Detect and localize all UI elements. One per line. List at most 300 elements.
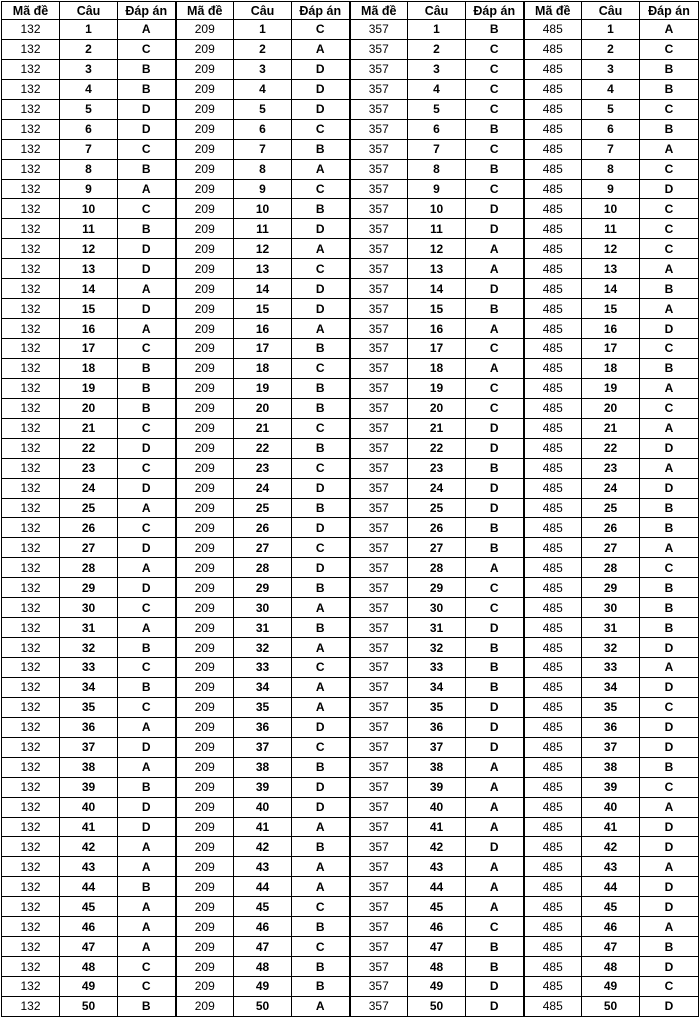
question-number-cell: 34 bbox=[60, 677, 118, 697]
exam-code-cell: 485 bbox=[524, 757, 582, 777]
answer-cell: B bbox=[118, 777, 176, 797]
answer-cell: D bbox=[292, 99, 350, 119]
answer-cell: B bbox=[466, 299, 524, 319]
exam-code-cell: 132 bbox=[2, 239, 60, 259]
question-number-cell: 16 bbox=[582, 319, 640, 339]
question-number-cell: 7 bbox=[408, 139, 466, 159]
question-number-cell: 10 bbox=[60, 199, 118, 219]
exam-code-cell: 209 bbox=[176, 558, 234, 578]
answer-cell: D bbox=[640, 179, 699, 199]
answer-cell: B bbox=[118, 378, 176, 398]
exam-code-cell: 485 bbox=[524, 797, 582, 817]
answer-cell: C bbox=[466, 139, 524, 159]
question-number-cell: 10 bbox=[408, 199, 466, 219]
question-number-cell: 25 bbox=[582, 498, 640, 518]
answer-cell: B bbox=[118, 159, 176, 179]
exam-code-cell: 357 bbox=[350, 857, 408, 877]
answer-cell: B bbox=[640, 518, 699, 538]
exam-code-cell: 209 bbox=[176, 837, 234, 857]
answer-cell: A bbox=[118, 498, 176, 518]
exam-code-cell: 209 bbox=[176, 677, 234, 697]
question-number-cell: 11 bbox=[60, 219, 118, 239]
question-number-cell: 8 bbox=[408, 159, 466, 179]
header-answer: Đáp án bbox=[118, 2, 176, 20]
question-number-cell: 38 bbox=[408, 757, 466, 777]
exam-code-cell: 132 bbox=[2, 219, 60, 239]
exam-code-cell: 132 bbox=[2, 179, 60, 199]
exam-code-cell: 209 bbox=[176, 239, 234, 259]
answer-cell: D bbox=[466, 438, 524, 458]
exam-code-cell: 209 bbox=[176, 99, 234, 119]
exam-code-cell: 485 bbox=[524, 139, 582, 159]
table-row bbox=[2, 757, 699, 777]
exam-code-cell: 357 bbox=[350, 598, 408, 618]
table-row bbox=[2, 79, 699, 99]
exam-code-cell: 357 bbox=[350, 259, 408, 279]
question-number-cell: 43 bbox=[582, 857, 640, 877]
question-number-cell: 48 bbox=[60, 957, 118, 977]
answer-cell: D bbox=[118, 478, 176, 498]
exam-code-cell: 357 bbox=[350, 618, 408, 638]
answer-cell: A bbox=[640, 418, 699, 438]
answer-cell: D bbox=[466, 717, 524, 737]
question-number-cell: 32 bbox=[234, 638, 292, 658]
question-number-cell: 11 bbox=[234, 219, 292, 239]
question-number-cell: 10 bbox=[234, 199, 292, 219]
exam-code-cell: 132 bbox=[2, 917, 60, 937]
header-row bbox=[2, 2, 699, 20]
answer-cell: A bbox=[118, 857, 176, 877]
exam-code-cell: 132 bbox=[2, 358, 60, 378]
question-number-cell: 31 bbox=[60, 618, 118, 638]
answer-cell: B bbox=[292, 837, 350, 857]
table-row bbox=[2, 39, 699, 59]
question-number-cell: 37 bbox=[60, 737, 118, 757]
answer-cell: A bbox=[118, 279, 176, 299]
answer-cell: A bbox=[466, 777, 524, 797]
question-number-cell: 2 bbox=[60, 39, 118, 59]
table-row bbox=[2, 358, 699, 378]
exam-code-cell: 132 bbox=[2, 398, 60, 418]
exam-code-cell: 357 bbox=[350, 219, 408, 239]
answer-cell: D bbox=[118, 578, 176, 598]
answer-cell: C bbox=[640, 977, 699, 997]
exam-code-cell: 132 bbox=[2, 797, 60, 817]
question-number-cell: 37 bbox=[582, 737, 640, 757]
question-number-cell: 13 bbox=[60, 259, 118, 279]
exam-code-cell: 485 bbox=[524, 817, 582, 837]
answer-cell: D bbox=[292, 558, 350, 578]
answer-cell: D bbox=[466, 618, 524, 638]
question-number-cell: 28 bbox=[60, 558, 118, 578]
answer-cell: D bbox=[118, 299, 176, 319]
answer-cell: C bbox=[466, 598, 524, 618]
answer-cell: A bbox=[466, 558, 524, 578]
question-number-cell: 18 bbox=[408, 358, 466, 378]
answer-cell: D bbox=[292, 79, 350, 99]
exam-code-cell: 485 bbox=[524, 20, 582, 40]
exam-code-cell: 357 bbox=[350, 578, 408, 598]
table-row bbox=[2, 378, 699, 398]
answer-cell: B bbox=[466, 20, 524, 40]
exam-code-cell: 485 bbox=[524, 717, 582, 737]
question-number-cell: 8 bbox=[582, 159, 640, 179]
exam-code-cell: 132 bbox=[2, 717, 60, 737]
answer-cell: D bbox=[292, 797, 350, 817]
question-number-cell: 23 bbox=[582, 458, 640, 478]
question-number-cell: 36 bbox=[582, 717, 640, 737]
question-number-cell: 40 bbox=[582, 797, 640, 817]
answer-cell: C bbox=[640, 398, 699, 418]
exam-code-cell: 485 bbox=[524, 378, 582, 398]
question-number-cell: 1 bbox=[582, 20, 640, 40]
exam-code-cell: 485 bbox=[524, 279, 582, 299]
answer-cell: D bbox=[640, 996, 699, 1016]
answer-cell: A bbox=[640, 658, 699, 678]
exam-code-cell: 132 bbox=[2, 937, 60, 957]
header-question: Câu bbox=[60, 2, 118, 20]
exam-code-cell: 209 bbox=[176, 638, 234, 658]
exam-code-cell: 357 bbox=[350, 957, 408, 977]
answer-cell: C bbox=[466, 378, 524, 398]
question-number-cell: 5 bbox=[234, 99, 292, 119]
answer-cell: C bbox=[292, 179, 350, 199]
question-number-cell: 6 bbox=[582, 119, 640, 139]
question-number-cell: 25 bbox=[60, 498, 118, 518]
question-number-cell: 15 bbox=[408, 299, 466, 319]
answer-cell: C bbox=[292, 458, 350, 478]
table-row bbox=[2, 598, 699, 618]
exam-code-cell: 209 bbox=[176, 817, 234, 837]
question-number-cell: 17 bbox=[60, 339, 118, 359]
exam-code-cell: 485 bbox=[524, 518, 582, 538]
question-number-cell: 33 bbox=[60, 658, 118, 678]
answer-cell: A bbox=[292, 877, 350, 897]
question-number-cell: 36 bbox=[408, 717, 466, 737]
answer-cell: B bbox=[466, 658, 524, 678]
question-number-cell: 32 bbox=[408, 638, 466, 658]
exam-code-cell: 209 bbox=[176, 299, 234, 319]
question-number-cell: 44 bbox=[234, 877, 292, 897]
answer-cell: B bbox=[466, 638, 524, 658]
exam-code-cell: 209 bbox=[176, 598, 234, 618]
answer-cell: C bbox=[466, 59, 524, 79]
question-number-cell: 41 bbox=[408, 817, 466, 837]
answer-cell: D bbox=[640, 897, 699, 917]
exam-code-cell: 209 bbox=[176, 737, 234, 757]
answer-cell: B bbox=[640, 498, 699, 518]
question-number-cell: 18 bbox=[234, 358, 292, 378]
exam-code-cell: 132 bbox=[2, 578, 60, 598]
exam-code-cell: 209 bbox=[176, 957, 234, 977]
question-number-cell: 45 bbox=[234, 897, 292, 917]
exam-code-cell: 132 bbox=[2, 518, 60, 538]
question-number-cell: 35 bbox=[60, 697, 118, 717]
answer-cell: B bbox=[118, 638, 176, 658]
question-number-cell: 9 bbox=[582, 179, 640, 199]
question-number-cell: 37 bbox=[234, 737, 292, 757]
exam-code-cell: 132 bbox=[2, 159, 60, 179]
question-number-cell: 30 bbox=[60, 598, 118, 618]
answer-cell: A bbox=[292, 857, 350, 877]
answer-cell: C bbox=[118, 418, 176, 438]
exam-code-cell: 132 bbox=[2, 857, 60, 877]
answer-cell: C bbox=[466, 578, 524, 598]
answer-cell: A bbox=[292, 638, 350, 658]
answer-cell: B bbox=[466, 518, 524, 538]
exam-code-cell: 357 bbox=[350, 339, 408, 359]
exam-code-cell: 357 bbox=[350, 897, 408, 917]
answer-cell: A bbox=[118, 757, 176, 777]
exam-code-cell: 357 bbox=[350, 99, 408, 119]
header-answer: Đáp án bbox=[466, 2, 524, 20]
answer-cell: C bbox=[640, 777, 699, 797]
answer-cell: A bbox=[640, 299, 699, 319]
exam-code-cell: 485 bbox=[524, 697, 582, 717]
exam-code-cell: 357 bbox=[350, 438, 408, 458]
exam-code-cell: 357 bbox=[350, 717, 408, 737]
exam-code-cell: 485 bbox=[524, 658, 582, 678]
exam-code-cell: 485 bbox=[524, 418, 582, 438]
answer-cell: A bbox=[640, 378, 699, 398]
exam-code-cell: 357 bbox=[350, 239, 408, 259]
question-number-cell: 48 bbox=[234, 957, 292, 977]
answer-cell: B bbox=[466, 458, 524, 478]
answer-cell: C bbox=[292, 658, 350, 678]
answer-cell: B bbox=[292, 917, 350, 937]
question-number-cell: 45 bbox=[60, 897, 118, 917]
exam-code-cell: 485 bbox=[524, 179, 582, 199]
question-number-cell: 39 bbox=[582, 777, 640, 797]
exam-code-cell: 132 bbox=[2, 59, 60, 79]
table-header bbox=[2, 2, 699, 20]
question-number-cell: 27 bbox=[234, 538, 292, 558]
answer-cell: A bbox=[292, 159, 350, 179]
answer-cell: D bbox=[118, 817, 176, 837]
question-number-cell: 35 bbox=[234, 697, 292, 717]
answer-cell: D bbox=[292, 518, 350, 538]
answer-cell: A bbox=[118, 319, 176, 339]
table-row bbox=[2, 937, 699, 957]
exam-code-cell: 485 bbox=[524, 358, 582, 378]
answer-cell: A bbox=[118, 20, 176, 40]
answer-cell: A bbox=[466, 797, 524, 817]
exam-code-cell: 485 bbox=[524, 478, 582, 498]
answer-cell: B bbox=[640, 618, 699, 638]
question-number-cell: 15 bbox=[60, 299, 118, 319]
exam-code-cell: 485 bbox=[524, 957, 582, 977]
question-number-cell: 43 bbox=[234, 857, 292, 877]
exam-code-cell: 357 bbox=[350, 917, 408, 937]
exam-code-cell: 209 bbox=[176, 996, 234, 1016]
answer-cell: A bbox=[118, 558, 176, 578]
question-number-cell: 36 bbox=[60, 717, 118, 737]
question-number-cell: 14 bbox=[234, 279, 292, 299]
answer-cell: D bbox=[466, 219, 524, 239]
exam-code-cell: 357 bbox=[350, 658, 408, 678]
exam-code-cell: 209 bbox=[176, 937, 234, 957]
answer-cell: D bbox=[118, 239, 176, 259]
answer-cell: D bbox=[640, 837, 699, 857]
question-number-cell: 30 bbox=[234, 598, 292, 618]
exam-code-cell: 357 bbox=[350, 199, 408, 219]
question-number-cell: 16 bbox=[234, 319, 292, 339]
exam-code-cell: 209 bbox=[176, 20, 234, 40]
question-number-cell: 4 bbox=[60, 79, 118, 99]
answer-cell: B bbox=[466, 119, 524, 139]
question-number-cell: 8 bbox=[60, 159, 118, 179]
answer-cell: D bbox=[466, 977, 524, 997]
question-number-cell: 29 bbox=[408, 578, 466, 598]
exam-code-cell: 209 bbox=[176, 179, 234, 199]
answer-cell: C bbox=[466, 99, 524, 119]
header-answer: Đáp án bbox=[640, 2, 699, 20]
answer-cell: C bbox=[118, 39, 176, 59]
exam-code-cell: 357 bbox=[350, 977, 408, 997]
exam-code-cell: 209 bbox=[176, 498, 234, 518]
question-number-cell: 39 bbox=[408, 777, 466, 797]
question-number-cell: 19 bbox=[582, 378, 640, 398]
answer-cell: C bbox=[292, 897, 350, 917]
answer-cell: D bbox=[466, 478, 524, 498]
exam-code-cell: 209 bbox=[176, 319, 234, 339]
answer-cell: D bbox=[292, 478, 350, 498]
exam-code-cell: 209 bbox=[176, 658, 234, 678]
answer-cell: C bbox=[118, 957, 176, 977]
exam-code-cell: 209 bbox=[176, 279, 234, 299]
exam-code-cell: 209 bbox=[176, 757, 234, 777]
question-number-cell: 7 bbox=[582, 139, 640, 159]
exam-code-cell: 485 bbox=[524, 219, 582, 239]
answer-cell: A bbox=[292, 39, 350, 59]
answer-cell: B bbox=[640, 598, 699, 618]
exam-code-cell: 132 bbox=[2, 418, 60, 438]
table-row bbox=[2, 558, 699, 578]
answer-cell: D bbox=[118, 538, 176, 558]
question-number-cell: 7 bbox=[234, 139, 292, 159]
exam-code-cell: 209 bbox=[176, 977, 234, 997]
exam-code-cell: 209 bbox=[176, 139, 234, 159]
question-number-cell: 33 bbox=[234, 658, 292, 678]
exam-code-cell: 357 bbox=[350, 937, 408, 957]
question-number-cell: 11 bbox=[408, 219, 466, 239]
exam-code-cell: 485 bbox=[524, 917, 582, 937]
answer-cell: C bbox=[118, 199, 176, 219]
question-number-cell: 20 bbox=[408, 398, 466, 418]
exam-code-cell: 132 bbox=[2, 498, 60, 518]
question-number-cell: 27 bbox=[408, 538, 466, 558]
exam-code-cell: 357 bbox=[350, 498, 408, 518]
question-number-cell: 35 bbox=[408, 697, 466, 717]
question-number-cell: 44 bbox=[60, 877, 118, 897]
answer-cell: A bbox=[292, 319, 350, 339]
answer-cell: B bbox=[292, 757, 350, 777]
question-number-cell: 22 bbox=[408, 438, 466, 458]
exam-code-cell: 132 bbox=[2, 757, 60, 777]
answer-cell: C bbox=[292, 737, 350, 757]
answer-cell: C bbox=[118, 139, 176, 159]
question-number-cell: 33 bbox=[582, 658, 640, 678]
answer-cell: D bbox=[640, 638, 699, 658]
answer-cell: C bbox=[640, 239, 699, 259]
question-number-cell: 14 bbox=[582, 279, 640, 299]
exam-code-cell: 132 bbox=[2, 538, 60, 558]
exam-code-cell: 209 bbox=[176, 119, 234, 139]
exam-code-cell: 485 bbox=[524, 538, 582, 558]
exam-code-cell: 132 bbox=[2, 638, 60, 658]
answer-cell: C bbox=[640, 558, 699, 578]
answer-cell: D bbox=[640, 737, 699, 757]
exam-code-cell: 357 bbox=[350, 20, 408, 40]
table-row bbox=[2, 139, 699, 159]
answer-cell: D bbox=[118, 99, 176, 119]
exam-code-cell: 357 bbox=[350, 638, 408, 658]
question-number-cell: 47 bbox=[408, 937, 466, 957]
question-number-cell: 13 bbox=[234, 259, 292, 279]
header-question: Câu bbox=[234, 2, 292, 20]
answer-cell: B bbox=[640, 358, 699, 378]
exam-code-cell: 132 bbox=[2, 677, 60, 697]
exam-code-cell: 485 bbox=[524, 398, 582, 418]
answer-cell: B bbox=[640, 757, 699, 777]
table-row bbox=[2, 897, 699, 917]
table-row bbox=[2, 438, 699, 458]
exam-code-cell: 132 bbox=[2, 697, 60, 717]
exam-code-cell: 209 bbox=[176, 478, 234, 498]
question-number-cell: 24 bbox=[60, 478, 118, 498]
exam-code-cell: 132 bbox=[2, 598, 60, 618]
exam-code-cell: 357 bbox=[350, 398, 408, 418]
answer-cell: B bbox=[292, 498, 350, 518]
question-number-cell: 39 bbox=[60, 777, 118, 797]
answer-cell: B bbox=[640, 79, 699, 99]
answer-cell: D bbox=[292, 717, 350, 737]
question-number-cell: 3 bbox=[234, 59, 292, 79]
question-number-cell: 50 bbox=[408, 996, 466, 1016]
question-number-cell: 49 bbox=[408, 977, 466, 997]
question-number-cell: 4 bbox=[582, 79, 640, 99]
question-number-cell: 5 bbox=[60, 99, 118, 119]
answer-cell: C bbox=[466, 39, 524, 59]
answer-cell: A bbox=[640, 538, 699, 558]
table-row bbox=[2, 817, 699, 837]
answer-cell: D bbox=[640, 817, 699, 837]
answer-cell: C bbox=[118, 458, 176, 478]
exam-code-cell: 209 bbox=[176, 897, 234, 917]
question-number-cell: 42 bbox=[60, 837, 118, 857]
exam-code-cell: 132 bbox=[2, 458, 60, 478]
question-number-cell: 20 bbox=[582, 398, 640, 418]
question-number-cell: 26 bbox=[60, 518, 118, 538]
question-number-cell: 19 bbox=[60, 378, 118, 398]
question-number-cell: 9 bbox=[234, 179, 292, 199]
exam-code-cell: 485 bbox=[524, 558, 582, 578]
exam-code-cell: 485 bbox=[524, 199, 582, 219]
exam-code-cell: 357 bbox=[350, 79, 408, 99]
question-number-cell: 50 bbox=[234, 996, 292, 1016]
exam-code-cell: 132 bbox=[2, 558, 60, 578]
exam-code-cell: 485 bbox=[524, 837, 582, 857]
question-number-cell: 31 bbox=[408, 618, 466, 638]
question-number-cell: 4 bbox=[234, 79, 292, 99]
answer-cell: B bbox=[466, 957, 524, 977]
answer-cell: B bbox=[292, 139, 350, 159]
exam-code-cell: 357 bbox=[350, 378, 408, 398]
question-number-cell: 38 bbox=[582, 757, 640, 777]
answer-cell: C bbox=[118, 518, 176, 538]
answer-cell: D bbox=[466, 837, 524, 857]
question-number-cell: 30 bbox=[582, 598, 640, 618]
